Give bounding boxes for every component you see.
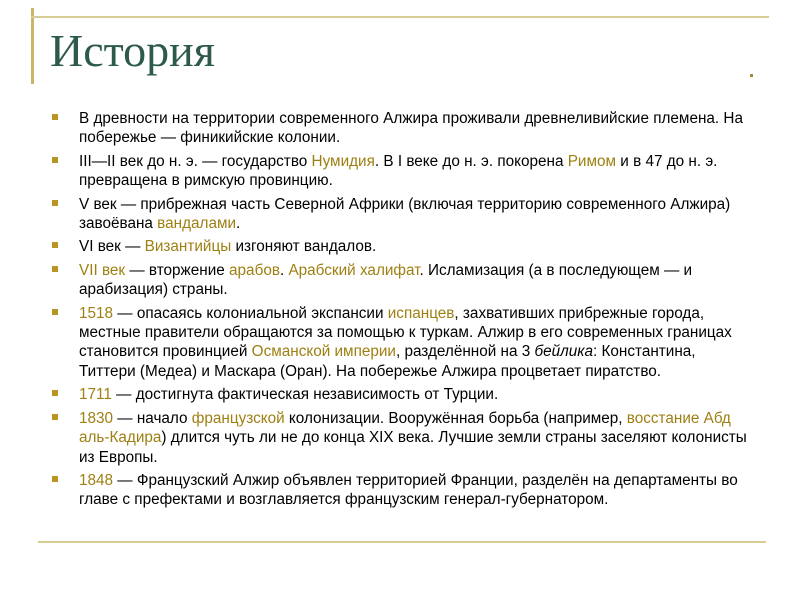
decorative-frame-bottom [38, 541, 766, 543]
text-segment: V век — прибрежная часть Северной Африки (включая территорию современного Алжира) завоёвана [79, 195, 731, 233]
text-segment: . Исламизация (а в последующем — и арабизация) страны. [79, 261, 693, 299]
highlighted-term: испанцев [387, 304, 455, 322]
text-segment: ) длится чуть ли не до конца XIX века. Лучшие земли страны заселяют колонисты из Европы. [79, 429, 747, 466]
text-segment: . [236, 215, 241, 233]
bullet-item [50, 237, 755, 256]
highlighted-term: вандалами [157, 215, 237, 233]
bullet-item [50, 471, 755, 510]
text-segment: В древности на территории современного Алжира проживали древнеливийские племена. На побережье — финикийские колонии. [79, 110, 743, 147]
highlighted-term: Римом [567, 152, 617, 170]
highlighted-term: 1848 [79, 471, 114, 489]
text-segment: — опасаясь колониальной экспансии [113, 304, 388, 322]
decorative-frame-left [31, 8, 34, 84]
text-segment: VI век — [79, 238, 145, 256]
text-segment: — Французский Алжир объявлен территорией Франции, разделён на департаменты во главе с префектами и возглавляется французским генерал-губернатором. [79, 471, 738, 509]
text-segment: III—II век до н. э. — государство [79, 152, 312, 170]
highlighted-term: 1830 [79, 409, 114, 427]
bullet-item [50, 195, 755, 234]
decorative-dot [750, 74, 753, 77]
highlighted-term: арабов [229, 261, 280, 279]
text-segment: колонизации. Вооружённая борьба (например, [284, 409, 627, 427]
highlighted-term: Византийцы [144, 238, 232, 256]
history-list [50, 109, 755, 514]
text-segment: — достигнута фактическая независимость от Турции. [111, 386, 499, 404]
bullet-item [50, 152, 755, 191]
highlighted-term: восстание Абд аль-Кадира [79, 409, 731, 447]
bullet-item [50, 385, 755, 404]
text-segment: изгоняют вандалов. [231, 238, 377, 256]
highlighted-term: 1518 [79, 304, 114, 322]
highlighted-term: Османской империи [251, 343, 396, 361]
text-segment: бейлика [534, 343, 593, 361]
text-segment: , захвативших прибрежные города, местные правители обращаются за помощью к туркам. Алжир в его современных границах становится провинцией [79, 304, 732, 361]
highlighted-term: Арабский халифат [288, 261, 420, 279]
text-segment: и в 47 до н. э. превращена в римскую провинцию. [79, 152, 718, 190]
highlighted-term: VII век [79, 261, 126, 279]
bullet-item [50, 109, 755, 148]
bullet-item [50, 261, 755, 300]
highlighted-term: Нумидия [311, 152, 375, 170]
text-segment: . В I веке до н. э. покорена [374, 152, 568, 170]
decorative-frame-top [31, 16, 769, 18]
text-segment: . [279, 261, 289, 279]
bullet-item [50, 304, 755, 382]
highlighted-term: 1711 [79, 386, 112, 404]
bullet-item [50, 409, 755, 467]
text-segment: — вторжение [125, 261, 230, 279]
text-segment: — начало [113, 409, 192, 427]
slide-title: История [50, 25, 215, 76]
text-segment: : Константина, Титтери (Медеа) и Маскара (Оран). На побережье Алжира процветает пиратство. [79, 343, 696, 380]
text-segment: , разделённой на 3 [395, 343, 535, 361]
highlighted-term: французской [191, 409, 285, 427]
